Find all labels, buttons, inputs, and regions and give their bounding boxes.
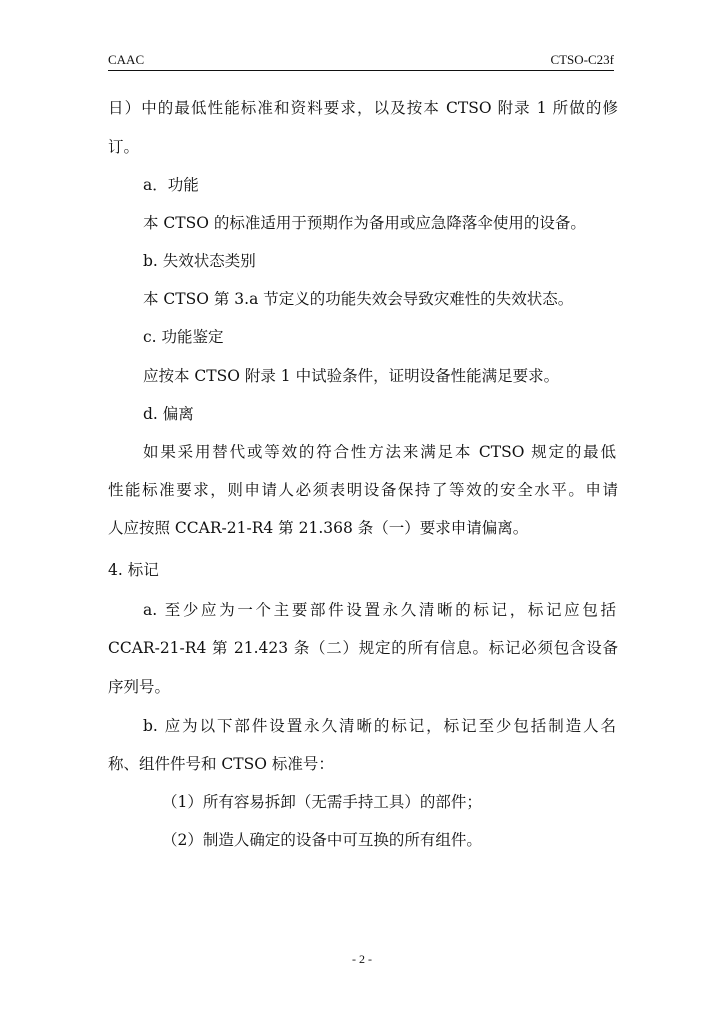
paragraph-line: 应按本 CTSO 附录 1 中试验条件，证明设备性能满足要求。 [143,367,560,385]
section-heading: a．功能 [143,176,199,194]
section-heading: d. 偏离 [143,405,194,423]
list-item: （2）制造人确定的设备中可互换的所有组件。 [162,831,482,849]
paragraph-line: 订。 [108,138,140,156]
page-header [108,52,614,68]
list-item: （1）所有容易拆卸（无需手持工具）的部件； [162,793,482,811]
paragraph-line: 序列号。 [108,678,171,696]
paragraph-line: a. 至少应为一个主要部件设置永久清晰的标记，标记应包括 [143,601,616,619]
header-doc-id: CTSO-C23f [550,52,614,67]
section-heading: b. 失效状态类别 [143,252,256,270]
paragraph-line: CCAR-21-R4 第 21.423 条（二）规定的所有信息。标记必须包含设备 [108,639,618,657]
paragraph-line: 称、组件件号和 CTSO 标准号： [108,755,334,773]
header-rule [108,70,614,71]
paragraph-line: 日）中的最低性能标准和资料要求，以及按本 CTSO 附录 1 所做的修 [108,99,618,117]
page-number: - 2 - [352,952,372,966]
paragraph-line: 性能标准要求，则申请人必须表明设备保持了等效的安全水平。申请 [108,481,618,499]
paragraph-line: 本 CTSO 的标准适用于预期作为备用或应急降落伞使用的设备。 [143,214,586,232]
paragraph-line: b. 应为以下部件设置永久清晰的标记，标记至少包括制造人名 [143,717,616,735]
header-org: CAAC [108,52,145,67]
section-heading: c. 功能鉴定 [143,328,224,346]
paragraph-line: 如果采用替代或等效的符合性方法来满足本 CTSO 规定的最低 [143,443,616,461]
paragraph-line: 本 CTSO 第 3.a 节定义的功能失效会导致灾难性的失效状态。 [143,290,574,308]
paragraph-line: 人应按照 CCAR-21-R4 第 21.368 条（一）要求申请偏离。 [108,519,529,537]
section-heading: 4. 标记 [108,561,159,579]
